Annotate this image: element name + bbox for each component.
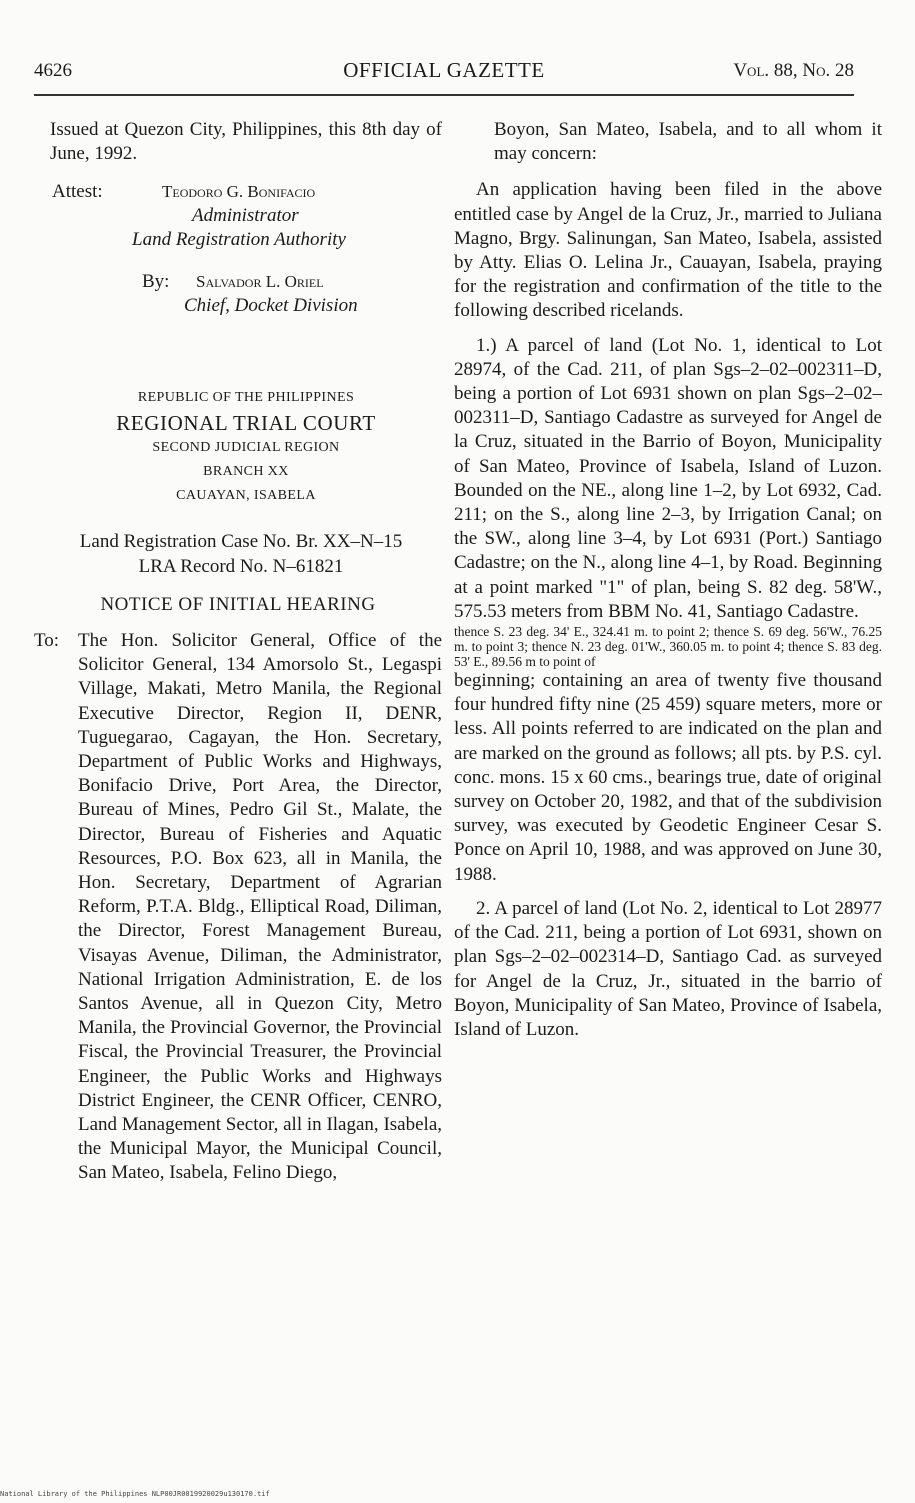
addressees-block — [34, 629, 442, 1186]
issued-statement: Issued at Quezon City, Philippines, this 8th day of June, 1992. — [50, 119, 442, 165]
court-region: SECOND JUDICIAL REGION — [152, 440, 340, 456]
by-block — [34, 270, 442, 322]
case-number: Land Registration Case No. Br. XX–N–15 — [79, 531, 403, 553]
parcel-1-area: beginning; containing an area of twenty five thousand four hundred fifty nine (25 459) square meters, more or less. All points referred to are indicated on the plan and are marked on the ground as follows; all pts. by P.S. cyl. conc. mons. 15 x 60 cms., bearings true, date of original survey on October 20, 1982, and that of the subdivision survey, was executed by Geodetic Engineer Cesar S. Ponce on April 10, 1988, and was approved on June 30, 1988. — [454, 670, 882, 885]
scan-source-footer: National Library of the Philippines NLP00JR0019920029u130170.tif — [0, 1490, 270, 1498]
attest-name: Teodoro G. Bonifacio — [162, 182, 316, 202]
court-branch: BRANCH XX — [203, 464, 289, 480]
page-number: 4626 — [34, 60, 72, 81]
publication-title: OFFICIAL GAZETTE — [343, 58, 545, 82]
parcel-1-bearings: thence S. 23 deg. 34' E., 324.41 m. to point 2; thence S. 69 deg. 56'W., 76.25 m. to point 3; thence N. 23 deg. 01'W., 360.05 m. to point 4; thence S. 83 deg. 53' E., 89.56 m to point of — [454, 624, 882, 670]
attest-title: Administrator — [192, 205, 299, 227]
court-republic: REPUBLIC OF THE PHILIPPINES — [137, 390, 355, 406]
case-numbers — [34, 530, 442, 578]
court-location: CAUAYAN, ISABELA — [176, 488, 316, 504]
notice-title: NOTICE OF INITIAL HEARING — [100, 593, 376, 615]
to-label: To: — [34, 630, 60, 652]
header-rule — [34, 94, 854, 96]
attest-block — [34, 180, 442, 256]
court-name: REGIONAL TRIAL COURT — [116, 411, 376, 436]
by-label: By: — [142, 271, 170, 293]
volume-number: Vol. 88, No. 28 — [733, 60, 854, 81]
by-name: Salvador L. Oriel — [196, 272, 324, 292]
parcel-2-description: 2. A parcel of land (Lot No. 2, identical to Lot 28977 of the Cad. 211, being a portion of Lot 6931, shown on plan Sgs–2–02–002314–D, Santiago Cad. as surveyed for Angel de la Cruz, Jr., situated in the barrio of Boyon, Municipality of San Mateo, Province of Isabela, Island of Luzon. — [454, 897, 882, 1040]
parcel-1-description: 1.) A parcel of land (Lot No. 1, identical to Lot 28974, of the Cad. 211, of plan Sgs–2–02–002311–D, being a portion of Lot 6931 shown on plan Sgs–2–02–002311–D, Santiago Cadastre as surveyed for Angel de la Cruz, situated in the Barrio of Boyon, Municipality of San Mateo, Province of Isabela, Island of Luzon. Bounded on the NE., along line 1–2, by Lot 6932, Cad. 211; on the S., along line 2–3, by Irrigation Canal; on the SW., along line 3–4, by Lot 6931 (Port.) Santiago Cadastre; on the N., along line 4–1, by Road. Beginning at a point marked "1" of plan, being S. 82 deg. 58'W., 575.53 meters from BBM No. 41, Santiago Cadastre. — [454, 334, 882, 622]
page-header — [34, 56, 854, 84]
application-paragraph: An application having been filed in the above entitled case by Angel de la Cruz, Jr., married to Juliana Magno, Brgy. Salinungan, San Mateo, Isabela, assisted by Atty. Elias O. Lelina Jr., Cauayan, Isabela, praying for the registration and confirmation of the title to the following described ricelands. — [454, 179, 882, 322]
addressees-continuation: Boyon, San Mateo, Isabela, and to all whom it may concern: — [494, 119, 882, 165]
court-heading — [34, 386, 442, 508]
by-title: Chief, Docket Division — [184, 295, 358, 317]
left-column — [34, 118, 442, 1186]
attest-label: Attest: — [52, 181, 103, 203]
addressees-text: The Hon. Solicitor General, Office of the Solicitor General, 134 Amorsolo St., Legaspi Village, Makati, Metro Manila, the Regional Executive Director, Region II, DENR, Tuguegarao, Cagayan, the Hon. Secretary, Department of Public Works and Highways, Bonifacio Drive, Port Area, the Director, Bureau of Mines, Pedro Gil St., Malate, the Director, Bureau of Fisheries and Aquatic Resources, P.O. Box 623, all in Manila, the Hon. Secretary, Department of Agrarian Reform, P.T.A. Bldg., Elliptical Road, Diliman, the Director, Forest Management Bureau, Visayas Avenue, Diliman, the Administrator, National Irrigation Administration, E. de los Santos Avenue, all in Quezon City, Metro Manila, the Provincial Governor, the Provincial Fiscal, the Provincial Treasurer, the Provincial Engineer, the Public Works and Highways District Engineer, the CENR Officer, CENRO, Land Management Sector, all in Ilagan, Isabela, the Municipal Mayor, the Municipal Council, San Mateo, Isabela, Felino Diego, — [78, 630, 442, 1184]
attest-agency: Land Registration Authority — [132, 229, 346, 251]
right-column — [454, 118, 882, 1042]
lra-record-number: LRA Record No. N–61821 — [138, 555, 344, 577]
